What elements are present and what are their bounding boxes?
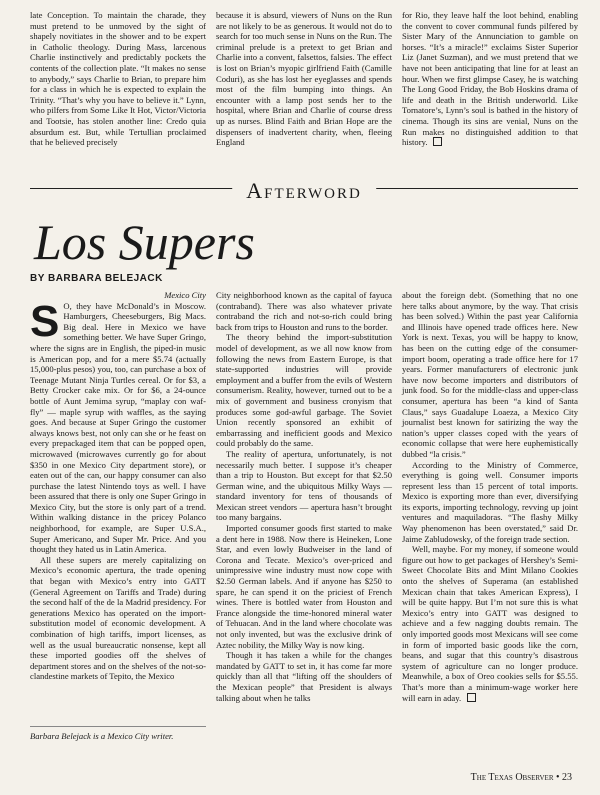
article-col-2: City neighborhood known as the capital of fayuca (contraband). There was also whatever private contraband the rich and not-so-rich could bring back from trips to Houston and runs to the border. The theory behind the import-substitution model of development, as we all now know from following the news from Eastern Europe, is that state-supported industries will provide employment and a buffer from the evils of Western consumerism. Reality, however, turned out to be a mix of government and business cronyism that produces some god-awful garbage. The Soviet Union recently sponsored an exhibit of embarrassing and inefficient goods and Mexico could probably do the same. The reality of apertura, unfortunately, is not necessarily much better. I suppose it’s cheaper than a trip to Houston. But except for that $2.50 German wine, and the ubiquitous Milky Ways — standard inventory for tens of thousands of Mexican street vendors — apertura hasn’t brought too many bargains. Imported consumer goods first started to make a dent here in 1988. Now there is Heineken, Lone Star, and even lowly Budweiser in the land of Corona and Tecate. Mexico’s over-priced and unimpressive wine industry must now cope with $2.50 German labels. And if anyone has $250 to spare, he can spend it on the priciest of French wines. There is bottled water from Houston and France alongside the time-honored mineral water of Tehuacan. And in the land where chocolate was not only invented, but was the exclusive drink of Aztec nobility, the Milky Way is now king. Though it has taken a while for the changes mandated by GATT to set in, it has come far more quickly than all that “lifting off the shoulders of the Mexican people” that President is always talking about when he talks [216, 290, 392, 703]
dateline: Mexico City [164, 290, 206, 300]
review-continuation [30, 10, 578, 182]
byline: BY BARBARA BELEJACK [30, 273, 163, 284]
review-col-1: late Conception. To maintain the charade, they must pretend to be unmoved by the sight of shapely novitiates in the shower and to be expert in Catholic theology. During Mass, larcenous Charlie instinctively and predictably pockets the contents of the collection plate. “It makes no sense to anybody,” says Charlie to Brian, to prepare him for a class in which he is expected to explain the Trinity. “That’s why you have to believe it.” Lynn, who pilfers from Some Like It Hot, Victor/Victoria and Tootsie, has stolen another line: Credo quia absurdum est. But, while Tertullian proclaimed that he believed precisely [30, 10, 206, 148]
article-col-1: Mexico City S O, they have McDonald’s in Moscow. Hamburgers, Cheeseburgers, Big Macs. Big deal. Here in Mexico we have something better. We have Super Gringo, where the signs are in English, the piped-in music is American pop, and for a mere $5.74 (actually 15,000-plus pesos) you, too, can purchase a box of Teenage Mutant Ninja Turtles cereal. Or for $3, a Betty Crocker cake mix. Or for $6, a 24-ounce bottle of Aunt Jemima syrup, “maplay con waf-fly” — maple syrup with waffles, as the saying goes. And because at Super Gringo the customer always knows best, not only can she or he feast on every prepackaged item that can be popped open, microwaved (microwaves currently go for about $350 in one Mexico City department store), or eaten out of the can, our happy consumer can also purchase the latest Nintendo toys as well. I have been assured that there is only one Super Gringo in Mexico City, but the store is only part of a trend. Within walking distance in the pricey Polanco neighborhood, for example, are Super U.S.A., Super Americano, and Super Mr. Price. And you thought they hated us in Latin America. All these supers are merely capitalizing on Mexico’s economic apertura, the trade opening that began with Mexico’s entry into GATT (General Agreement on Tariffs and Trade) during the second half of the de la Madrid presidency. For generations Mexico has operated on the import-substitution model of economic development. A combination of high tariffs, import licenses, as well as the usual bureaucratic nonsense, kept all these imported goodies off the shelves of department stores and on the shelves of the not-so-clandestine markets of Tepito, the Mexico [30, 290, 206, 682]
article-col-3: about the foreign debt. (Something that no one here talks about anymore, by the way. That crisis has been solved.) Within the past year California and Illinois have opened trade offices here. New York is next. Texas, you will be happy to know, has been on the cutting edge of the consumer-import boom, operating a trade office here for 17 years. Former manufacturers of electronic junk have now become importers and distributors of junk food. So for the middle-class and upper-class consumer, apertura has been “a kind of Santa Claus,” says Guadalupe Loaeza, a Mexico City journalist best known for satirizing the way the nation’s upper classes coped with the years of economic collapse that were here euphemistically dubbed “la crisis.” According to the Ministry of Commerce, everything is going well. Consumer imports represent less than 15 percent of total imports. Mexico is exporting more than ever, diversifying its exports, importing technology, revving up joint ventures and maquiladoras. “The flashy Milky Way phenomenon has been overstated,” said Dr. Jaime Zabludowsky, of the foreign trade section. Well, maybe. For my money, if someone would figure out how to get packages of Hershey’s Semi-Sweet Chocolate Bits and Mint Milano Cookies onto the shelves of Superama (an established Mexican chain that takes American Express), I will be quite happy. But I’m not sure this is what Mexico’s entry into GATT was designed to achieve and a few nagging doubts remain. The only imported goods most Mexicans will see come in form of imported basic goods like the corn, beans, and sugar that this country’s disastrous system of agriculture can no longer produce. Meanwhile, a box of Oreo cookies sells for $5.55. That’s more than a minimum-wage worker here will earn in aday. [402, 290, 578, 703]
article-body [30, 290, 578, 722]
drop-cap: S [30, 296, 60, 346]
end-mark-icon [467, 693, 476, 702]
end-mark-icon [433, 137, 442, 146]
section-label: Afterword [232, 178, 376, 204]
author-note: Barbara Belejack is a Mexico City writer. [30, 726, 206, 741]
page-footer: The Texas Observer • 23 [470, 772, 572, 783]
review-col-2: because it is absurd, viewers of Nuns on the Run are not likely to be as generous. It would not do to search for too much sense in Nuns on the Run. The criminal prelude is a pretext to get Brian and Charlie into a convent, falsettos, falsies. The effect is lost on Brian’s myopic girlfriend Faith (Camille Coduri), as she has lost her eyeglasses and spends most of the film bumping into things. An encounter with a lamp post sends her to the hospital, where Brian and Charlie of course dress up as nurses. Blind Faith and Brian Hope are the dispensers of inadvertent charity, when, fleeing England [216, 10, 392, 148]
section-divider [30, 178, 578, 213]
headline: Los Supers [34, 214, 255, 270]
review-col-3: for Rio, they leave half the loot behind, enabling the convent to cover communal funds pilfered by Sister Mary of the Annunciation to gamble on horses. “It’s a miracle!” exclaims Sister Superior Liz (Janet Suzman), and we must pretend that we have not been anticipating that line for at least an hour. When we first glimpse Casey, he is watching The Long Good Friday, the Bob Hoskins drama of life and death in the British underworld. Like Tornatore’s, Lynn’s soul is bathed in the history of cinema. Though its sins are venial, Nuns on the Run makes no distinguished addition to that history. [402, 10, 578, 148]
